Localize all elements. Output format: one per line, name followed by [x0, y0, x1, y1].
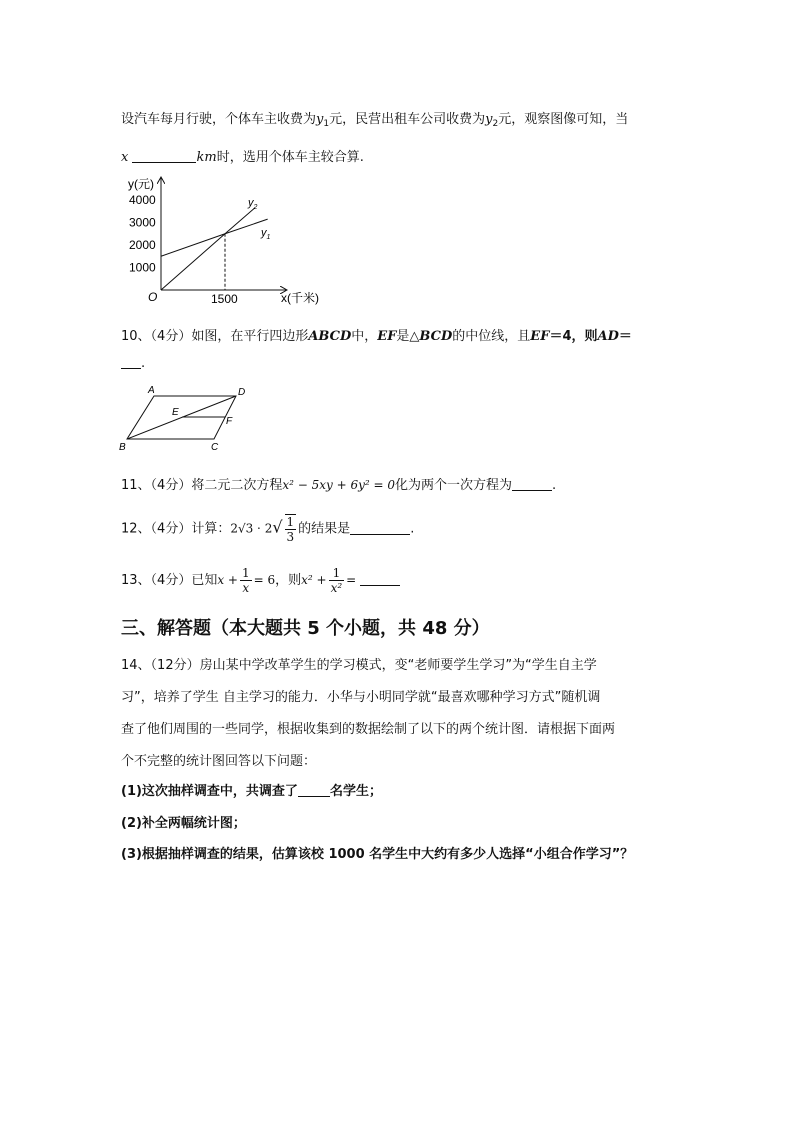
- q10-text-e: ＝: [618, 329, 632, 344]
- q13-part2-eq: =: [346, 573, 357, 587]
- q9-unit: km: [196, 150, 217, 165]
- y2-line-label: $y_2$: [248, 197, 258, 211]
- q12-line: [121, 514, 414, 544]
- q13-part1-eq: = 6: [253, 573, 276, 587]
- label-e: E: [172, 407, 179, 418]
- q12-frac-num: 1: [286, 515, 295, 529]
- q14-sub1: [121, 780, 382, 799]
- x-axis-label: x(千米): [281, 291, 319, 305]
- q13-frac1-den: x: [242, 581, 250, 595]
- q10-period: .: [141, 356, 146, 371]
- q10-ad: AD: [597, 329, 619, 344]
- q13-answer-blank[interactable]: [360, 573, 400, 586]
- label-f: F: [226, 416, 233, 427]
- series-line-y1: [161, 219, 268, 256]
- q13-line: [121, 566, 400, 595]
- q9-text-d: 时，选用个体车主较合算.: [216, 150, 364, 165]
- q11-text-a: 11、（4分）将二元二次方程: [121, 478, 283, 493]
- section-heading: 三、解答题（本大题共 5 个小题，共 48 分）: [121, 618, 490, 639]
- q14-sub1-suffix: 名学生；: [329, 784, 382, 799]
- series-line-y2: [161, 208, 255, 290]
- q12-text-b: 的结果是: [298, 521, 351, 537]
- q14-line4: 个不完整的统计图回答以下问题：: [121, 754, 317, 769]
- q11-text-b: 化为两个一次方程为: [395, 478, 513, 493]
- q13-text-a: 13、（4分）已知: [121, 573, 218, 588]
- q12-sqrt-fraction: [285, 514, 297, 544]
- q14-line2: 习”，培养了学生 自主学习的能力．小华与小明同学就“最喜欢哪种学习方式”随机调: [121, 690, 601, 705]
- q12-text-a: 12、（4分）计算：: [121, 521, 231, 537]
- q13-frac1: [240, 566, 252, 595]
- q11-answer-blank[interactable]: [512, 478, 552, 491]
- q9-line2: [121, 146, 364, 165]
- q11-equation: x² − 5xy + 6y² = 0: [282, 478, 395, 492]
- q13-frac2: [329, 566, 345, 595]
- q14-sub1-text: (1)这次抽样调查中，共调查了: [121, 784, 298, 799]
- x-tick-label: 1500: [211, 292, 238, 306]
- q14-line3: 查了他们周围的一些同学，根据收集到的数据绘制了以下的两个统计图．请根据下面两: [121, 722, 616, 737]
- q9-y2-sub: 2: [492, 119, 499, 129]
- q9-line1: [121, 108, 628, 129]
- q10-line2: [121, 356, 145, 371]
- q14-sub3: (3)根据抽样调查的结果，估算该校 1000 名学生中大约有多少人选择“小组合作学习”？: [121, 847, 634, 862]
- origin-label: O: [148, 290, 158, 304]
- q12-answer-blank[interactable]: [350, 522, 410, 535]
- q10-answer-blank[interactable]: [121, 356, 141, 369]
- y-tick-label: 4000: [129, 193, 156, 207]
- cost-graph: [118, 170, 358, 310]
- q12-frac-den: 3: [286, 530, 295, 544]
- y-tick-labels: [129, 193, 156, 275]
- label-c: C: [211, 442, 219, 453]
- parallelogram-figure: [114, 382, 264, 454]
- label-b: B: [119, 442, 126, 453]
- q13-part2: x² +: [301, 573, 327, 587]
- graph-lines: [161, 208, 268, 290]
- q10-abcd: ABCD: [308, 329, 352, 344]
- q10-text-c: 是△: [396, 329, 420, 344]
- y-tick-label: 1000: [129, 260, 156, 275]
- q13-frac2-num: 1: [329, 566, 345, 581]
- q9-text-a: 设汽车每月行驶，个体车主收费为: [121, 112, 317, 127]
- q12-sqrt-sign: √: [272, 517, 283, 537]
- label-a: A: [148, 385, 155, 396]
- q11-period: .: [552, 478, 557, 493]
- q9-text-c: 元，观察图像可知，当: [498, 112, 629, 127]
- label-d: D: [238, 387, 246, 398]
- q10-eq: ＝4，则: [549, 329, 598, 344]
- q13-text-b: ，则: [275, 573, 302, 588]
- q11-line: [121, 474, 556, 493]
- q10-text-a: 10、（4分）如图，在平行四边形: [121, 329, 309, 344]
- q10-ef2: EF: [530, 329, 550, 344]
- y1-line-label: $y_1$: [261, 227, 271, 241]
- q14-line1: 14、（12分）房山某中学改革学生的学习模式，变“老师要学生学习”为“学生自主学: [121, 658, 597, 673]
- q9-answer-blank[interactable]: [132, 150, 196, 163]
- q13-part1: x +: [217, 573, 238, 587]
- q14-sub2: (2)补全两幅统计图；: [121, 816, 246, 831]
- y-axis-label: y(元): [128, 177, 154, 191]
- q13-frac2-den: x²: [330, 581, 343, 595]
- q12-period: .: [410, 521, 415, 537]
- q9-text-b: 元，民营出租车公司收费为: [329, 112, 486, 127]
- y-tick-label: 3000: [129, 215, 156, 230]
- q13-frac1-num: 1: [241, 566, 250, 580]
- q9-y1-var: y: [316, 112, 324, 127]
- q14-sub1-blank[interactable]: [298, 784, 330, 797]
- q12-expr: 2√3 · 2: [230, 521, 273, 536]
- q10-ef: EF: [377, 329, 397, 344]
- q9-y1-sub: 1: [323, 119, 330, 129]
- q9-x-var: x: [121, 150, 129, 165]
- y-tick-label: 2000: [129, 238, 156, 252]
- q10-text-d: 的中位线，且: [452, 329, 531, 344]
- q10-text-b: 中，: [351, 329, 378, 344]
- q10-bcd: BCD: [419, 329, 453, 344]
- q10-line1: [121, 325, 632, 344]
- q9-y2-var: y: [485, 112, 493, 127]
